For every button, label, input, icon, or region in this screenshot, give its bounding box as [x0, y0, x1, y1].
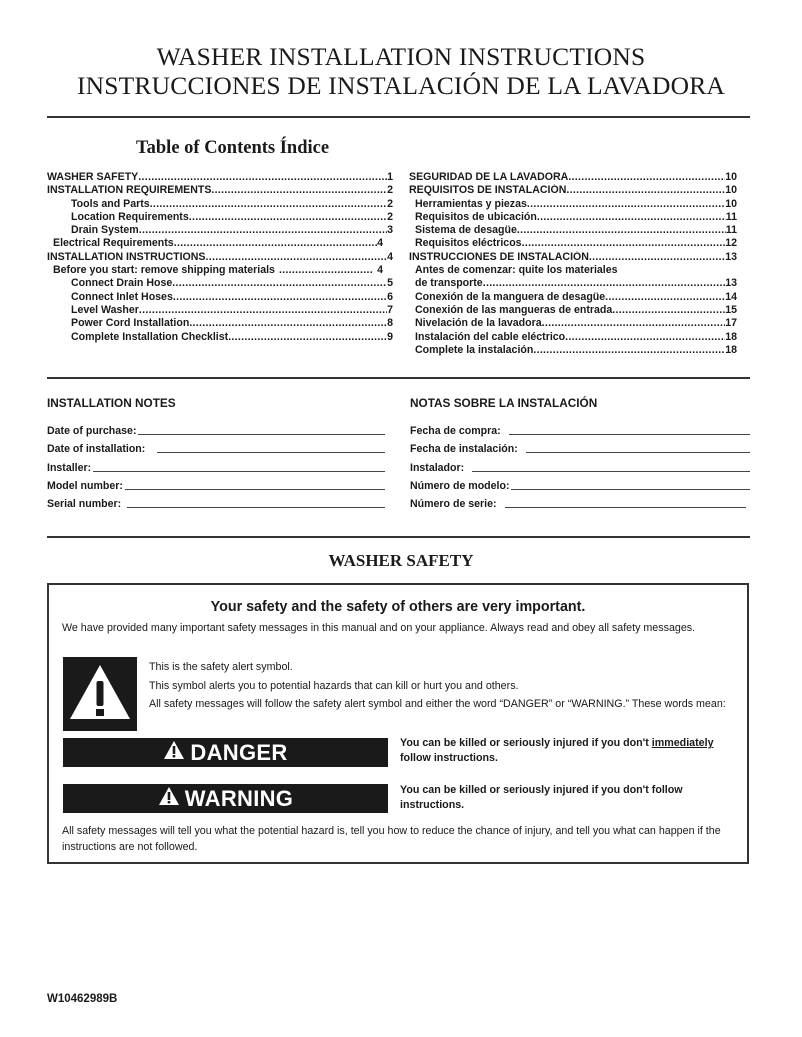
toc-entry[interactable] [47, 304, 393, 317]
toc-entry[interactable] [47, 291, 393, 304]
note-field[interactable] [47, 492, 385, 510]
toc-entry-page: 14 [725, 290, 737, 303]
toc-entry-page: 11 [725, 210, 737, 223]
toc-entry-title: Requisitos eléctricos [415, 237, 522, 250]
toc-entry-title: Sistema de desagüe [415, 224, 517, 237]
toc-entry-page: 11 [725, 224, 737, 237]
note-field[interactable] [410, 419, 750, 437]
note-field-label: Date of purchase: [47, 425, 137, 438]
toc-entry-title: Drain System [71, 224, 139, 237]
toc-entry-page: 17 [725, 317, 737, 330]
toc-entry[interactable] [47, 331, 393, 344]
toc-entry-page: 13 [725, 250, 737, 263]
toc-entry-page: 4 [387, 250, 393, 263]
toc-entry[interactable] [47, 264, 383, 277]
warning-signal-bar [63, 784, 388, 813]
note-field-line[interactable] [472, 471, 750, 472]
toc-entry[interactable] [47, 277, 393, 290]
toc-entry-title: INSTALLATION INSTRUCTIONS [47, 250, 206, 263]
toc-entry[interactable] [409, 224, 737, 237]
toc-entry-page: 18 [725, 330, 737, 343]
safety-footer-text: All safety messages will tell you what the potential hazard is, tell you how to reduce the chance of injury, and tell you what can happen if the instructions are not followed. [62, 825, 721, 853]
toc-entry[interactable] [409, 317, 737, 330]
alert-line: This is the safety alert symbol. [149, 661, 293, 673]
toc-entry-title: de transporte [415, 277, 483, 290]
toc-entry-title: Location Requirements [71, 210, 189, 223]
toc-entry-title: Herramientas y piezas [415, 197, 527, 210]
toc-entry-title: Tools and Parts [71, 197, 150, 210]
toc-entry-page: 9 [387, 330, 393, 343]
toc-entry[interactable] [47, 251, 393, 264]
toc-entry[interactable] [409, 237, 737, 250]
toc-divider [47, 377, 750, 379]
toc-entry-title: Complete Installation Checklist [71, 330, 229, 343]
note-field[interactable] [410, 474, 750, 492]
toc-entry[interactable] [409, 251, 737, 264]
toc-entry-title: REQUISITOS DE INSTALACIÓN [409, 184, 567, 197]
note-field-label: Fecha de instalación: [410, 443, 518, 456]
toc-entry-title: Instalación del cable eléctrico [415, 330, 566, 343]
alert-triangle-icon [163, 740, 185, 766]
toc-entry-page: 3 [387, 224, 393, 237]
toc-entry[interactable] [409, 291, 737, 304]
toc-entry-title: Nivelación de la lavadora [415, 317, 542, 330]
note-field-label: Installer: [47, 461, 92, 474]
note-field[interactable] [47, 455, 385, 473]
note-field-line[interactable] [509, 434, 750, 435]
toc-entry-title: INSTRUCCIONES DE INSTALACIÓN [409, 250, 589, 263]
danger-signal-bar [63, 738, 388, 767]
note-field-label: Serial number: [47, 497, 122, 510]
toc-entry[interactable] [409, 344, 737, 357]
note-field[interactable] [47, 419, 385, 437]
danger-text-start: You can be killed or seriously injured if you don't [400, 737, 652, 749]
toc-entry-title: INSTALLATION REQUIREMENTS [47, 184, 212, 197]
toc-entry[interactable] [409, 304, 737, 317]
alert-triangle-icon [158, 786, 180, 812]
toc-entry-page: 10 [725, 197, 737, 210]
toc-entry-title: Power Cord Installation [71, 317, 190, 330]
toc-english [47, 171, 393, 344]
safety-intro-text: We have provided many important safety messages in this manual and on your appliance. Always read and obey all safety messages. [62, 622, 696, 634]
toc-entry-page: 2 [387, 197, 393, 210]
toc-spanish [409, 171, 737, 357]
washer-safety-heading: WASHER SAFETY [328, 551, 474, 570]
toc-entry[interactable] [409, 331, 737, 344]
note-field-line[interactable] [511, 489, 750, 490]
toc-entry-page: 5 [387, 277, 393, 290]
note-field-label: Date of installation: [47, 443, 146, 456]
note-field-label: Número de modelo: [410, 479, 510, 492]
note-field-line[interactable] [93, 471, 385, 472]
note-field-line[interactable] [526, 452, 750, 453]
toc-entry-title: Level Washer [71, 303, 139, 316]
title-spanish: INSTRUCCIONES DE INSTALACIÓN DE LA LAVADORA [76, 71, 726, 100]
note-field[interactable] [410, 492, 750, 510]
toc-entry-title: Antes de comenzar: quite los materiales [415, 264, 618, 277]
toc-entry-title: SEGURIDAD DE LA LAVADORA [409, 171, 569, 183]
toc-entry-title: Electrical Requirements [53, 237, 174, 250]
note-field-line[interactable] [157, 452, 385, 453]
toc-entry-page: 2 [387, 184, 393, 197]
note-field-line[interactable] [505, 507, 746, 508]
toc-entry[interactable] [47, 171, 393, 184]
toc-entry[interactable] [47, 198, 393, 211]
note-field-line[interactable] [127, 507, 385, 508]
note-field-label: Model number: [47, 479, 123, 492]
toc-entry[interactable] [47, 237, 383, 250]
toc-heading: Table of Contents Índice [136, 138, 330, 158]
danger-label: DANGER [190, 739, 288, 765]
toc-entry-title: Requisitos de ubicación [415, 210, 537, 223]
toc-entry-page: 10 [725, 171, 737, 183]
toc-entry[interactable] [409, 171, 737, 184]
toc-entry-page: 7 [387, 303, 393, 316]
toc-entry-page: 4 [377, 237, 383, 250]
toc-entry[interactable] [409, 198, 737, 211]
alert-line: This symbol alerts you to potential hazards that can kill or hurt you and others. [149, 680, 519, 692]
warning-label: WARNING [184, 785, 294, 811]
toc-entry-title: Conexión de las mangueras de entrada [415, 303, 613, 316]
toc-entry[interactable] [47, 224, 393, 237]
note-field-label: Instalador: [410, 461, 465, 474]
notes-divider [47, 536, 750, 538]
toc-entry[interactable] [409, 211, 737, 224]
toc-entry-page: 15 [725, 303, 737, 316]
note-field-label: Fecha de compra: [410, 425, 501, 438]
title-english: WASHER INSTALLATION INSTRUCTIONS [156, 42, 646, 71]
notas-fields [410, 419, 750, 510]
safety-alert-icon [63, 657, 137, 731]
toc-entry-title: Connect Drain Hose [71, 277, 173, 290]
danger-text-emphasis: immediately [651, 737, 714, 749]
toc-entry[interactable] [409, 264, 737, 277]
note-field-label: Número de serie: [410, 497, 497, 510]
toc-entry-title: Complete la instalación [415, 343, 534, 356]
toc-entry[interactable] [47, 184, 393, 197]
danger-description [400, 736, 745, 766]
toc-entry-page: 6 [387, 290, 393, 303]
toc-entry-title: Conexión de la manguera de desagüe [415, 290, 606, 303]
toc-entry[interactable] [409, 277, 737, 290]
toc-entry[interactable] [47, 317, 393, 330]
toc-entry-page: 4 [377, 264, 383, 277]
toc-entry-page: 10 [725, 184, 737, 197]
alert-line: All safety messages will follow the safety alert symbol and either the word “DANGER” or “WARNING.” These words mean: [149, 698, 726, 710]
installation-notes-heading: INSTALLATION NOTES [47, 396, 176, 410]
safety-box-title: Your safety and the safety of others are very important. [210, 599, 586, 615]
toc-entry-title: Before you start: remove shipping materials [53, 264, 275, 277]
note-field[interactable] [47, 474, 385, 492]
alert-symbol-description [149, 660, 729, 715]
toc-entry-title: WASHER SAFETY [47, 171, 139, 183]
header-divider [47, 116, 750, 118]
toc-entry[interactable] [409, 184, 737, 197]
toc-entry-page: 2 [387, 210, 393, 223]
toc-entry-page: 8 [387, 317, 393, 330]
installation-notes-fields [47, 419, 385, 510]
page-title [0, 42, 802, 100]
toc-entry-title: Connect Inlet Hoses [71, 290, 173, 303]
document-code: W10462989B [47, 993, 118, 1005]
notas-heading: NOTAS SOBRE LA INSTALACIÓN [410, 396, 598, 410]
toc-entry-page: 18 [725, 343, 737, 356]
note-field[interactable] [47, 437, 385, 455]
warning-description: You can be killed or seriously injured if you don't follow instructions. [400, 784, 683, 811]
note-field-line[interactable] [138, 434, 385, 435]
note-field[interactable] [410, 437, 750, 455]
toc-entry-page: 1 [387, 171, 393, 183]
danger-text-end: follow instructions. [400, 752, 498, 764]
note-field-line[interactable] [125, 489, 385, 490]
toc-entry-page: 13 [725, 277, 737, 290]
note-field[interactable] [410, 455, 750, 473]
toc-entry[interactable] [47, 211, 393, 224]
safety-box [47, 583, 749, 864]
toc-entry-page: 12 [725, 237, 737, 250]
